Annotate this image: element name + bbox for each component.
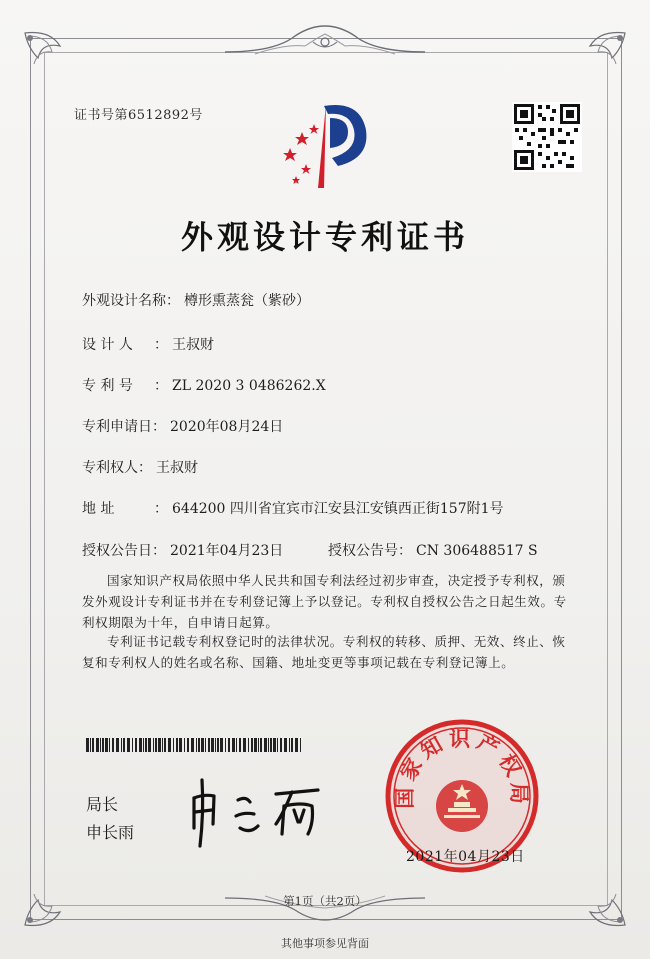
designer-colon: ： [154, 337, 168, 353]
barcode-bar [280, 738, 282, 752]
barcode-bar [215, 738, 216, 752]
footer-note: 其他事项参见背面 [281, 937, 369, 950]
barcode-bar [164, 738, 166, 752]
barcode-bar [116, 738, 119, 752]
barcode-bar [268, 738, 269, 752]
barcode-bar [179, 738, 182, 752]
filing-date-label: 专利申请日： [82, 419, 166, 435]
grant-number-label: 授权公告号： [328, 543, 412, 559]
address-value: 644200 四川省宜宾市江安县江安镇西正街157附1号 [172, 501, 504, 517]
patentee-label: 专利权人： [82, 460, 152, 476]
grant-date-row [82, 540, 283, 560]
barcode-bar [158, 738, 161, 752]
designer-label [82, 334, 154, 354]
patent-number-label [82, 375, 154, 395]
barcode-bar [273, 738, 276, 752]
page-indicator: 第1页（共2页） [283, 894, 367, 908]
barcode-bar [211, 738, 214, 752]
signatory-title: 局长 [86, 795, 119, 814]
barcode-bar [260, 738, 262, 752]
barcode-bar [196, 738, 197, 752]
barcode-bar [109, 738, 110, 752]
barcode-bar [176, 738, 178, 752]
barcode-bar [289, 738, 290, 752]
barcode-bar [248, 738, 249, 752]
barcode-bar [258, 738, 259, 752]
patent-number-label-char: 号 [118, 378, 133, 394]
barcode-bar [153, 738, 154, 752]
filing-date-row [82, 416, 283, 436]
handwritten-signature [180, 772, 330, 850]
legal-status-paragraph: 专利证书记载专利权登记时的法律状况。专利权的转移、质押、无效、终止、恢复和专利权人的姓名或名称、国籍、地址变更等事项记载在专利登记簿上。 [82, 634, 566, 670]
barcode-bar [105, 738, 108, 752]
designer-row [82, 334, 214, 354]
seal-date: 2021年04月23日 [406, 849, 525, 865]
barcode-bar [92, 738, 94, 752]
barcode-bar [100, 738, 101, 752]
patentee-row [82, 457, 198, 477]
barcode-bar [270, 738, 272, 752]
barcode-bar [173, 738, 174, 752]
barcode-bar [205, 738, 206, 752]
address-label-char: 地 [82, 501, 96, 517]
grant-number-value: CN 306488517 S [416, 543, 538, 559]
designer-label-char: 设 [82, 337, 96, 353]
barcode-bar [277, 738, 278, 752]
corner-ornament-top-left [20, 28, 80, 88]
barcode-bar [264, 738, 267, 752]
design-name-value: 樽形熏蒸瓮（紫砂） [184, 293, 310, 309]
barcode-bar [96, 738, 99, 752]
barcode-bar [145, 738, 147, 752]
barcode-bar [208, 738, 210, 752]
grant-statement-paragraph: 国家知识产权局依照中华人民共和国专利法经过初步审查，决定授予专利权，颁发外观设计专利证书并在专利登记簿上予以登记。专利权自授权公告之日起生效。专利权期限为十年，自申请日起算。 [82, 573, 567, 630]
barcode-bar [121, 738, 122, 752]
top-ornament [225, 22, 425, 62]
barcode-bar [254, 738, 257, 752]
designer-value: 王叔财 [172, 337, 214, 353]
patent-number-label-char: 专 [82, 378, 96, 394]
barcode-bar [112, 738, 114, 752]
barcode-bar [232, 738, 235, 752]
corner-ornament-top-right [570, 28, 630, 88]
barcode-icon [86, 738, 304, 752]
barcode-bar [217, 738, 219, 752]
barcode-bar [132, 738, 133, 752]
qr-code-icon [512, 102, 582, 172]
barcode-bar [184, 738, 185, 752]
cnipa-logo-icon [268, 96, 378, 192]
barcode-bar [239, 738, 241, 752]
patent-number-label-char: 利 [100, 378, 115, 394]
address-row [82, 498, 504, 518]
grant-date-value: 2021年04月23日 [170, 543, 284, 559]
patent-number-colon: ： [154, 378, 168, 394]
design-name-row [82, 290, 310, 310]
barcode-bar [251, 738, 253, 752]
patent-number-value: ZL 2020 3 0486262.X [172, 378, 326, 394]
barcode-bar [284, 738, 287, 752]
barcode-bar [86, 738, 89, 752]
patent-number-row [82, 375, 326, 395]
address-label-char: 址 [100, 501, 115, 517]
designer-label-char: 人 [118, 337, 133, 353]
barcode-bar [168, 738, 171, 752]
seal-text: 国家知识产权局 [392, 727, 532, 809]
designer-label-char: 计 [100, 337, 115, 353]
barcode-bar [123, 738, 125, 752]
barcode-bar [191, 738, 194, 752]
barcode-bar [102, 738, 104, 752]
barcode-bar [90, 738, 91, 752]
barcode-bar [162, 738, 163, 752]
address-label [82, 498, 154, 518]
design-name-label: 外观设计名称： [82, 293, 180, 309]
barcode-bar [155, 738, 157, 752]
certificate-number: 证书号第6512892号 [74, 108, 203, 123]
barcode-bar [143, 738, 144, 752]
barcode-bar [291, 738, 293, 752]
signatory-name: 申长雨 [86, 823, 135, 842]
patentee-value: 王叔财 [156, 460, 198, 476]
address-colon: ： [154, 501, 168, 517]
barcode-bar [198, 738, 200, 752]
certificate-title: 外观设计专利证书 [180, 218, 469, 256]
barcode-bar [220, 738, 223, 752]
barcode-bar [300, 738, 301, 752]
barcode-bar [187, 738, 189, 752]
barcode-bar [225, 738, 226, 752]
barcode-bar [139, 738, 142, 752]
barcode-bar [295, 738, 298, 752]
barcode-bar [135, 738, 137, 752]
grant-date-label: 授权公告日： [82, 543, 166, 559]
barcode-bar [243, 738, 246, 752]
filing-date-value: 2020年08月24日 [170, 419, 284, 435]
barcode-bar [127, 738, 130, 752]
barcode-bar [228, 738, 230, 752]
barcode-bar [148, 738, 151, 752]
barcode-bar [201, 738, 204, 752]
grant-number-row [328, 540, 538, 560]
barcode-bar [236, 738, 237, 752]
